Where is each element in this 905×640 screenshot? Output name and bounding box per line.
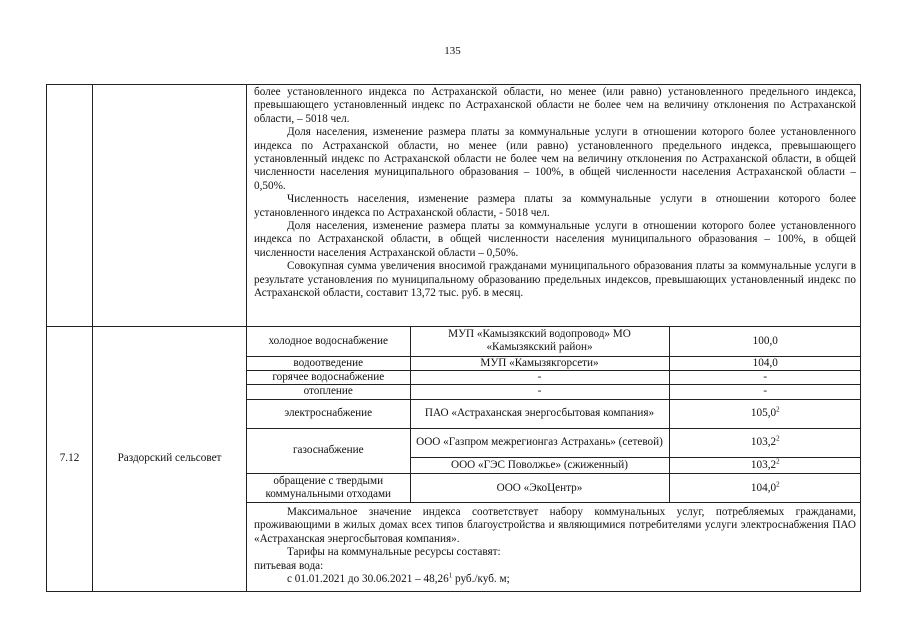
footnote-mark: 2 (776, 456, 780, 465)
service-index: - (669, 370, 861, 384)
paragraph: Численность населения, изменение размера платы за коммунальные услуги в отношении которого более установленного индекса по Астраханской области, - 5018 чел. (254, 193, 856, 219)
service-row (247, 428, 861, 457)
notes-block (247, 502, 860, 586)
footnote-mark: 1 (448, 571, 453, 580)
paragraph: Доля населения, изменение размера платы за коммунальные услуги в отношении которого более установленного индекса по Астраханской области, но менее (или равно) установленного предельного индекса, превышающего установленный индекс по Астраханской области не более чем на величину отклонения по Астраханской области, в общей численности населения муниципального образования – 100%, в общей численности населения Астраханской области – 0,50%. (254, 126, 856, 192)
row-number-cell (47, 85, 93, 327)
paragraph: питьевая вода: (254, 559, 324, 572)
service-provider: ПАО «Астраханская энергосбытовая компания» (410, 399, 669, 428)
services-cell (247, 327, 861, 592)
service-provider: - (410, 385, 669, 399)
paragraph: Совокупная сумма увеличения вносимой гражданами муниципального образования платы за коммунальные услуги в результате установления по муниципальному образованию предельных индексов, превышающих установленный индекс по Астраханской области, составит 13,72 тыс. руб. в месяц. (254, 260, 856, 300)
service-provider: МУП «Камызякгорсети» (410, 356, 669, 370)
service-name: обращение с твердыми коммунальными отходами (247, 473, 410, 503)
service-provider: ООО «Газпром межрегионгаз Астрахань» (сетевой) (410, 428, 669, 457)
service-row (247, 370, 861, 384)
service-row (247, 473, 861, 503)
paragraph: Доля населения, изменение размера платы за коммунальные услуги в отношении которого более установленного индекса по Астраханской области, в общей численности населения муниципального образования – 100%, в общей численности населения Астраханской области – 0,50%. (254, 220, 856, 259)
paragraph: Максимальное значение индекса соответствует набору коммунальных услуг, потребляемых гражданами, проживающими в жилых домах всех типов благоустройства и являющимися потребителями услуги электроснабжения ПАО «Астраханская энергосбытовая компания». (254, 506, 856, 545)
service-index: - (669, 385, 861, 399)
service-row (247, 327, 861, 356)
tariff-text: с 01.01.2021 до 30.06.2021 – 48,26 (287, 573, 449, 586)
table-row (47, 85, 861, 327)
service-provider: ООО «ЭкоЦентр» (410, 473, 669, 503)
service-index (669, 428, 861, 457)
service-index (669, 457, 861, 473)
services-block (247, 327, 860, 502)
service-name: горячее водоснабжение (247, 370, 410, 384)
service-index: 100,0 (669, 327, 861, 356)
service-index: 104,0 (669, 356, 861, 370)
service-provider: МУП «Камызякский водопровод» МО «Камызякский район» (410, 327, 669, 356)
service-provider: - (410, 370, 669, 384)
footnote-mark: 2 (776, 434, 780, 443)
municipality-cell (93, 85, 247, 327)
text-cell (247, 85, 861, 327)
service-name: водоотведение (247, 356, 410, 370)
footnote-mark: 2 (776, 480, 780, 489)
paragraph: более установленного индекса по Астраханской области, но менее (или равно) установленного предельного индекса, превышающего установленный индекс по Астраханской области не более чем на величину отклонения по Астраханской области, – 5018 чел. (254, 86, 856, 125)
service-row (247, 356, 861, 370)
service-provider: ООО «ГЭС Поволжье» (сжиженный) (410, 457, 669, 473)
footnote-mark: 2 (776, 405, 780, 414)
paragraph: Тарифы на коммунальные ресурсы составят: (287, 546, 501, 559)
tariff-unit: руб./куб. м; (452, 573, 510, 586)
page-number: 135 (444, 45, 461, 57)
service-index (669, 399, 861, 428)
service-row (247, 385, 861, 399)
service-name: холодное водоснабжение (247, 327, 410, 356)
municipality-cell: Раздорский сельсовет (93, 327, 247, 592)
index-value: 105,0 (750, 407, 777, 420)
service-row (247, 399, 861, 428)
service-name: газоснабжение (247, 428, 410, 473)
document-table (46, 84, 861, 592)
index-value: 103,2 (750, 458, 777, 471)
service-index (669, 473, 861, 503)
index-value: 103,2 (750, 436, 777, 449)
services-table (247, 327, 861, 503)
service-name: отопление (247, 385, 410, 399)
tariff-line (254, 573, 856, 586)
service-name: электроснабжение (247, 399, 410, 428)
index-value: 104,0 (750, 481, 777, 494)
row-number-cell: 7.12 (47, 327, 93, 592)
table-row (47, 327, 861, 592)
